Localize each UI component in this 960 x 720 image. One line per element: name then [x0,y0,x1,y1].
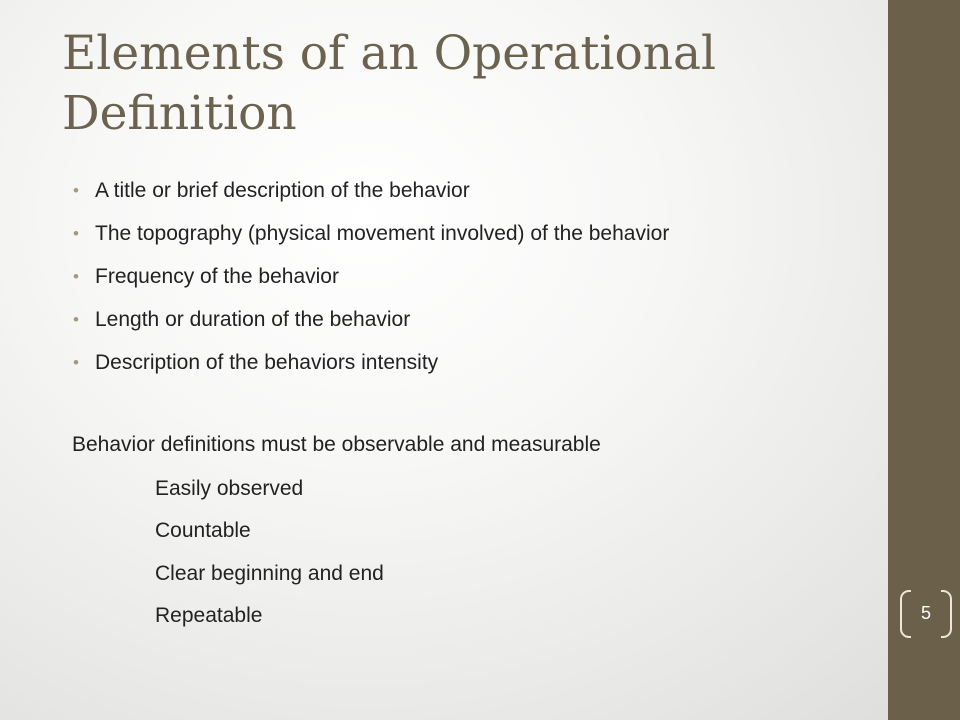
criterion-item: Repeatable [155,604,263,627]
bullet-text: Length or duration of the behavior [95,308,411,331]
bullet-icon: • [73,224,79,243]
bullet-icon: • [73,267,79,286]
page-number: 5 [920,603,931,623]
bullet-item [72,348,872,391]
requirement-statement: Behavior definitions must be observable and measurable [72,433,601,456]
bullet-text: The topography (physical movement involved) of the behavior [95,222,670,245]
criterion-item: Countable [155,519,251,542]
bullet-item [72,176,872,219]
bullet-icon: • [73,181,79,200]
bullet-item [72,305,872,348]
bullet-item [72,219,872,262]
bullet-text: Frequency of the behavior [95,265,339,288]
bullet-icon: • [73,353,79,372]
bullet-list [72,176,872,391]
page-number-badge [900,590,952,638]
bullet-item [72,262,872,305]
bullet-icon: • [73,310,79,329]
bullet-text: Description of the behaviors intensity [95,351,439,374]
criterion-item: Easily observed [155,477,304,500]
slide-title: Elements of an Operational Definition [62,26,717,141]
criterion-item: Clear beginning and end [155,562,384,585]
bullet-text: A title or brief description of the behavior [95,179,470,202]
